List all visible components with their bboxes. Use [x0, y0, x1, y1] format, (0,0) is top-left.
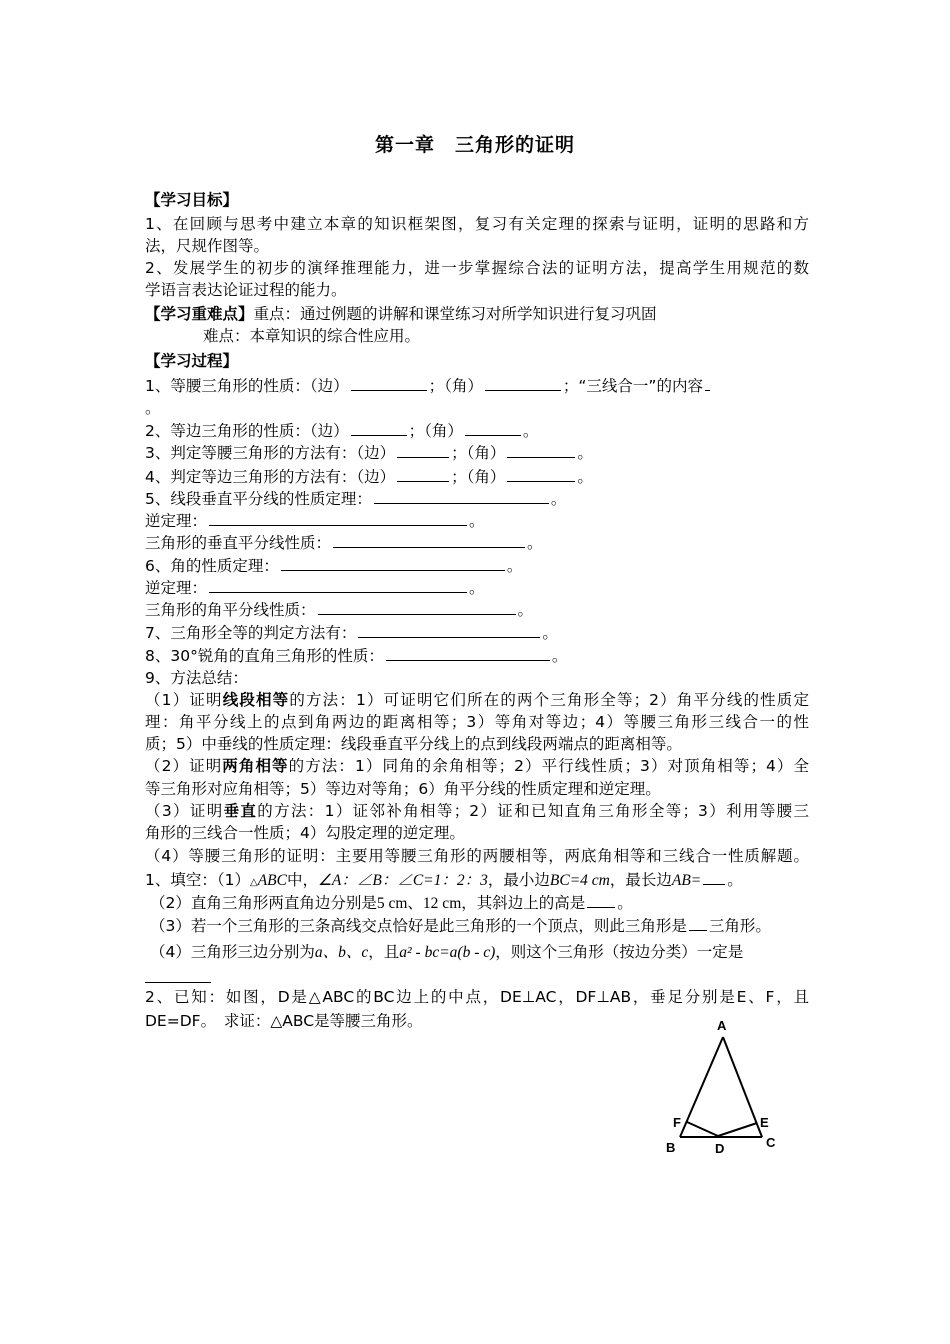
q-text: ；（角）	[451, 444, 506, 462]
text: 1、填空：（1）	[145, 871, 250, 889]
q-text: 。	[506, 557, 523, 575]
q-text: ；“三线合一”的内容	[562, 377, 703, 395]
q-text: 3、判定等腰三角形的方法有：（边）	[145, 444, 396, 462]
label-b: B	[666, 1140, 676, 1155]
bold-text: 线段相等	[222, 691, 290, 709]
q-text: ；（角）	[451, 468, 506, 486]
method-4: （4）等腰三角形的证明：主要用等腰三角形的两腰相等，两底角相等和三线合一性质解题。	[145, 847, 809, 865]
fill-2	[150, 892, 633, 914]
q-text: ；（角）	[408, 422, 463, 440]
text: （2）直角三角形两直角边分别是	[150, 894, 377, 912]
q-text: 。	[577, 444, 593, 462]
fill-4	[150, 941, 743, 963]
question-6	[145, 555, 522, 577]
question-2	[145, 420, 538, 442]
question-7	[145, 622, 558, 644]
answer-blank[interactable]	[209, 577, 467, 593]
process-heading: 【学习过程】	[145, 352, 239, 370]
text: 。	[727, 871, 743, 889]
method-2-line2: 等三角形对应角相等；5）等边对等角；6）角平分线的性质定理和逆定理。	[145, 780, 661, 798]
text: （2）证明	[145, 757, 223, 775]
answer-blank[interactable]	[397, 442, 449, 458]
bold-text: 垂直	[223, 802, 258, 820]
goal-2-cont: 学语言表达论证过程的能力。	[145, 281, 347, 299]
answer-blank[interactable]	[587, 892, 615, 908]
question-1-end: 。	[145, 399, 161, 417]
problem-2-line2: DE=DF。 求证：△ABC是等腰三角形。	[145, 1012, 423, 1030]
question-3	[145, 442, 593, 464]
text: （1）证明	[145, 691, 223, 709]
answer-blank[interactable]	[705, 375, 710, 391]
label-a: A	[717, 1018, 727, 1033]
q-text: 8、30°锐角的直角三角形的性质：	[145, 647, 384, 665]
text: 的方法：1）可证明它们所在的两个三角形全等；2）角平分线的性质定	[289, 691, 809, 709]
q-text: 。	[551, 647, 568, 665]
question-6-triangle	[145, 599, 533, 621]
question-5-converse	[145, 510, 485, 532]
q-text: 。	[577, 468, 593, 486]
q-text: 5、线段垂直平分线的性质定理：	[145, 490, 372, 508]
answer-blank[interactable]	[689, 915, 707, 931]
q-text: 。	[522, 422, 539, 440]
q-text: 。	[550, 490, 567, 508]
method-1-line2: 理：角平分线上的点到角两边的距离相等；3）等角对等边；4）等腰三角形三线合一的性	[145, 713, 809, 731]
question-8	[145, 645, 567, 667]
answer-blank[interactable]	[485, 375, 561, 391]
method-3-line2: 角形的三线合一性质；4）勾股定理的逆定理。	[145, 824, 465, 842]
question-4	[145, 466, 593, 488]
q-text: 1、等腰三角形的性质：（边）	[145, 377, 349, 395]
text: ，最长边	[609, 871, 672, 889]
answer-blank[interactable]	[374, 488, 549, 504]
math: a² - bc=a(b - c)	[399, 944, 496, 961]
q-text: 。	[542, 624, 558, 642]
goal-1-cont: 法，尺规作图等。	[145, 237, 270, 255]
q-text: 。	[517, 601, 534, 619]
answer-blank[interactable]	[281, 555, 505, 571]
label-d: D	[715, 1141, 725, 1156]
math: BC=4 cm	[549, 872, 610, 889]
q-text: 。	[527, 534, 543, 552]
answer-blank[interactable]	[703, 869, 725, 885]
method-1-line3: 质；5）中垂线的性质定理：线段垂直平分线上的点到线段两端点的距离相等。	[145, 735, 682, 753]
key-heading: 【学习重难点】	[145, 305, 254, 323]
q-text: 。	[469, 512, 485, 530]
text: ，其斜边上的高是	[461, 894, 586, 912]
text: 中，	[286, 871, 318, 889]
method-1	[145, 689, 809, 711]
text: ，则这个三角形（按边分类）一定是	[495, 943, 744, 961]
answer-blank[interactable]	[507, 442, 575, 458]
text: ，且	[368, 943, 400, 961]
method-2	[145, 755, 809, 777]
math: 5 cm、12 cm	[376, 895, 462, 912]
goals-heading: 【学习目标】	[145, 191, 239, 209]
q-text: 4、判定等边三角形的方法有：（边）	[145, 468, 396, 486]
label-c: C	[766, 1135, 776, 1150]
side-ab	[680, 1037, 723, 1137]
question-5	[145, 488, 566, 510]
side-ac	[723, 1037, 762, 1137]
text: ，最小边	[487, 871, 550, 889]
q-text: 2、等边三角形的性质：（边）	[145, 422, 349, 440]
fill-1	[145, 869, 743, 891]
answer-blank[interactable]	[209, 510, 467, 526]
math: ∠A：∠B：∠C=1：2：3	[317, 872, 488, 889]
math: a、b、c	[314, 944, 369, 961]
question-1	[145, 375, 712, 397]
q-text: ；（角）	[428, 377, 483, 395]
key-difficulty: 难点：本章知识的综合性应用。	[203, 327, 421, 345]
segment-de	[718, 1123, 757, 1136]
answer-blank[interactable]	[358, 622, 540, 638]
answer-blank[interactable]	[507, 466, 575, 482]
key-focus: 重点：通过例题的讲解和课堂练习对所学知识进行复习巩固	[253, 305, 657, 323]
math: ABC	[257, 872, 287, 889]
answer-blank[interactable]	[145, 982, 211, 983]
answer-blank[interactable]	[351, 375, 427, 391]
question-9: 9、方法总结：	[145, 669, 248, 687]
triangle-figure	[660, 1010, 790, 1160]
answer-blank[interactable]	[351, 420, 407, 436]
question-6-converse	[145, 577, 485, 599]
text: 。	[617, 894, 633, 912]
q-text: 。	[469, 579, 485, 597]
text: 的方法：1）证邻补角相等；2）证和已知直角三角形全等；3）利用等腰三	[257, 802, 809, 820]
q-text: 逆定理：	[145, 579, 208, 597]
goal-1: 1、在回顾与思考中建立本章的知识框架图，复习有关定理的探索与证明，证明的思路和方	[145, 215, 809, 233]
text: （4）三角形三边分别为	[150, 943, 315, 961]
label-e: E	[760, 1115, 769, 1130]
bold-text: 两角相等	[222, 757, 289, 775]
answer-blank[interactable]	[386, 645, 550, 661]
page-title: 第一章 三角形的证明	[374, 134, 575, 156]
triangle-symbol: △	[249, 877, 258, 888]
text: 的方法：1）同角的余角相等；2）平行线性质；3）对顶角相等；4）全	[288, 757, 809, 775]
q-text: 三角形的垂直平分线性质：	[145, 534, 332, 552]
q-text: 逆定理：	[145, 512, 208, 530]
fill-3	[150, 915, 771, 937]
q-text: 6、角的性质定理：	[145, 557, 279, 575]
answer-blank[interactable]	[465, 420, 521, 436]
key-points	[145, 303, 657, 325]
problem-2: 2、已知：如图，D是△ABC的BC边上的中点，DE⊥AC，DF⊥AB，垂足分别是E、F，且	[145, 988, 809, 1006]
answer-blank[interactable]	[333, 532, 525, 548]
label-f: F	[673, 1115, 681, 1130]
method-3	[145, 800, 809, 822]
goal-2: 2、发展学生的初步的演绎推理能力，进一步掌握综合法的证明方法，提高学生用规范的数	[145, 259, 809, 277]
segment-df	[687, 1122, 718, 1136]
q-text: 7、三角形全等的判定方法有：	[145, 624, 357, 642]
text: （3）证明	[145, 802, 224, 820]
answer-blank[interactable]	[397, 466, 449, 482]
q-text: 三角形的角平分线性质：	[145, 601, 316, 619]
text: （3）若一个三角形的三条高线交点恰好是此三角形的一个顶点，则此三角形是	[150, 917, 687, 935]
question-5-triangle	[145, 532, 543, 554]
text: 三角形。	[708, 917, 771, 935]
answer-blank[interactable]	[318, 599, 516, 615]
math: AB=	[671, 872, 702, 889]
